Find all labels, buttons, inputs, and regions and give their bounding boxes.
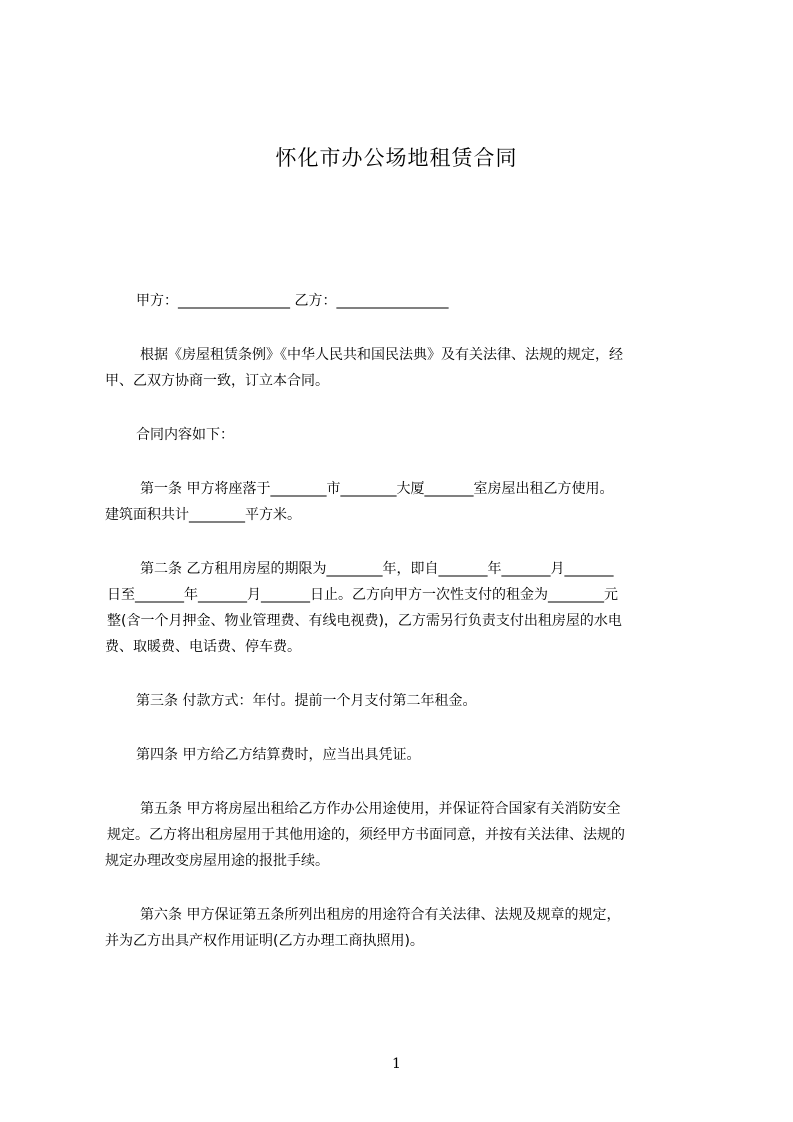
article2-line-4: 费、取暖费、电话费、停车费。 <box>105 639 301 655</box>
parties-line: 甲方：________________ 乙方：________________ <box>136 293 449 309</box>
article6-line-2: 并为乙方出具产权作用证明(乙方办理工商执照用)。 <box>105 933 424 949</box>
article6-line-1: 第六条 甲方保证第五条所列出租房的用途符合有关法律、法规及规章的规定， <box>140 907 621 923</box>
article3: 第三条 付款方式：年付。提前一个月支付第二年租金。 <box>136 693 477 709</box>
article5-line-1: 第五条 甲方将房屋出租给乙方作办公用途使用，并保证符合国家有关消防安全 <box>140 801 621 817</box>
article2-line-2: 日至_______年_______月_______日止。乙方向甲方一次性支付的租金为________元 <box>107 587 618 603</box>
article5-line-3: 规定办理改变房屋用途的报批手续。 <box>105 853 329 869</box>
article2-line-3: 整(含一个月押金、物业管理费、有线电视费)，乙方需另行负责支付出租房屋的水电 <box>107 613 622 629</box>
article4: 第四条 甲方给乙方结算费时，应当出具凭证。 <box>136 747 421 763</box>
article1-line-1: 第一条 甲方将座落于________市________大厦_______室房屋出租乙方使用。 <box>140 481 614 497</box>
document-title: 怀化市办公场地租赁合同 <box>275 146 518 170</box>
article1-line-2: 建筑面积共计________平方米。 <box>105 507 301 523</box>
preamble-line-2: 甲、乙双方协商一致，订立本合同。 <box>105 373 329 389</box>
contents-intro: 合同内容如下： <box>136 427 234 443</box>
article5-line-2: 规定。乙方将出租房屋用于其他用途的，须经甲方书面同意，并按有关法律、法规的 <box>107 827 625 843</box>
preamble-line-1: 根据《房屋租赁条例》《中华人民共和国民法典》及有关法律、法规的规定，经 <box>140 347 623 363</box>
article2-line-1: 第二条 乙方租用房屋的期限为________年，即自_______年_______月_______ <box>140 561 614 577</box>
page-number: 1 <box>392 1056 401 1072</box>
